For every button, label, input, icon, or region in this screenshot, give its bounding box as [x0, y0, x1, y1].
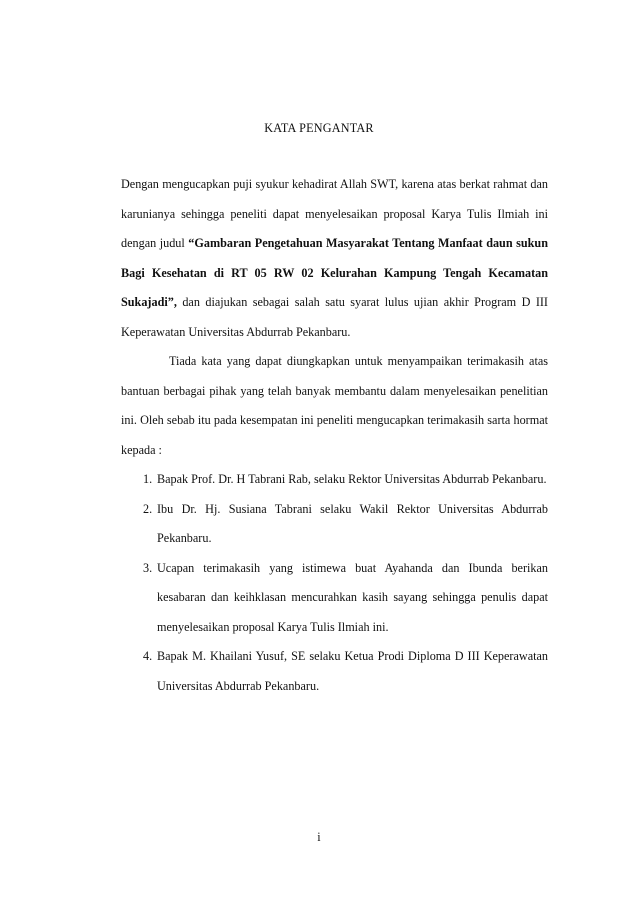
list-item-text: Ibu Dr. Hj. Susiana Tabrani selaku Wakil Rektor Universitas Abdurrab Pekanbaru.: [157, 501, 548, 545]
list-item: [121, 465, 548, 495]
list-item-number: 1.: [143, 472, 153, 486]
intro-lead-text: Dengan mengucapkan puji syukur kehadirat Allah SWT, karena atas berkat rahmat dan karunianya sehingga peneliti dapat menyelesaikan proposal Karya Tulis Ilmiah ini dengan judul: [121, 177, 548, 250]
list-item: [121, 642, 548, 701]
list-item: [121, 554, 548, 643]
list-item-text: Bapak Prof. Dr. H Tabrani Rab, selaku Rektor Universitas Abdurrab Pekanbaru.: [157, 472, 547, 486]
thesis-title-bold: “Gambaran Pengetahuan Masyarakat Tentang Manfaat daun sukun Bagi Kesehatan di RT 05 RW 02 Kelurahan Kampung Tengah Kecamatan Sukajadi”,: [121, 236, 548, 309]
page-number: i: [317, 830, 321, 844]
list-item-number: 3.: [143, 560, 153, 575]
list-item-text: Ucapan terimakasih yang istimewa buat Ayahanda dan Ibunda berikan kesabaran dan keihklasan mencurahkan kasih sayang sehingga penulis dapat menyelesaikan proposal Karya Tulis Ilmiah ini.: [157, 560, 548, 634]
intro-paragraph: [121, 170, 548, 347]
list-item-number: 2.: [143, 501, 153, 516]
page-title: KATA PENGANTAR: [264, 121, 374, 135]
list-item-text: Bapak M. Khailani Yusuf, SE selaku Ketua Prodi Diploma D III Keperawatan Universitas Abdurrab Pekanbaru.: [157, 649, 548, 693]
document-body: [121, 170, 548, 701]
thanks-paragraph: Tiada kata yang dapat diungkapkan untuk menyampaikan terimakasih atas bantuan berbagai pihak yang telah banyak membantu dalam menyelesaikan penelitian ini. Oleh sebab itu pada kesempatan ini peneliti mengucapkan terimakasih sarta hormat kepada :: [121, 354, 548, 457]
list-item: [121, 495, 548, 554]
list-item-number: 4.: [143, 649, 153, 663]
intro-tail-text: dan diajukan sebagai salah satu syarat lulus ujian akhir Program D III Keperawatan Universitas Abdurrab Pekanbaru.: [121, 295, 548, 339]
acknowledgement-list: [121, 465, 548, 701]
